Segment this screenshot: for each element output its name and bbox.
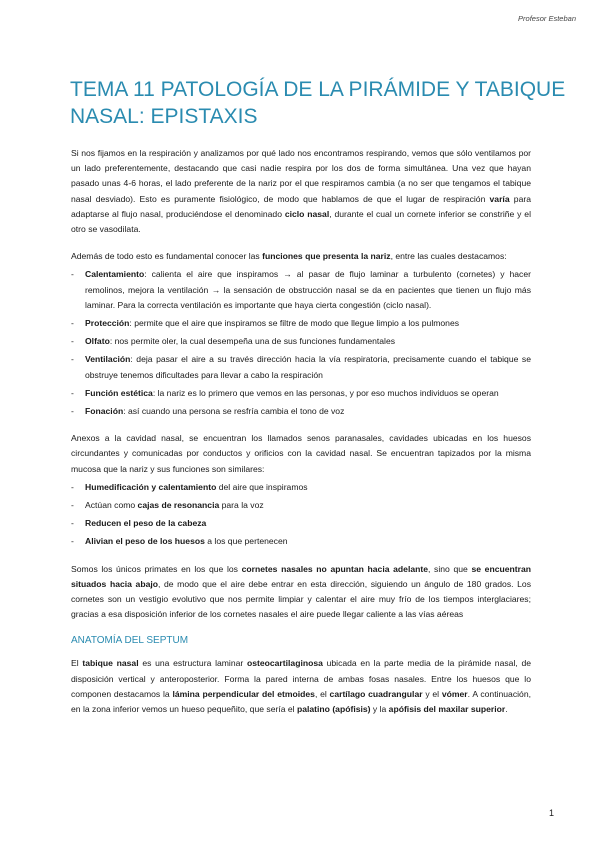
paragraph-turbinates [71,562,531,623]
list-item [71,480,531,495]
list-item [71,352,531,382]
page-number: 1 [548,808,554,818]
text: y el [422,688,442,699]
item-text: : nos permite oler, la cual desempeña una de sus funciones fundamentales [109,336,396,347]
list-item [71,534,531,549]
text: y la [370,704,389,715]
item-text: : permite que el aire que inspiramos se filtre de modo que llegue limpio a los pulmones [129,318,460,329]
text: , durante el cual un cornete inferior se constriñe y el otro se vasodilata. [71,208,531,235]
list-item [71,404,531,419]
list-item [71,498,531,513]
bold-text: ciclo nasal [284,208,330,219]
list-item [71,516,531,531]
text: Actúan como [85,500,138,511]
paragraph-functions-intro [71,249,531,264]
bold-text: varía [489,193,510,204]
bold-text: tabique nasal [82,658,139,669]
header-author: Profesor Esteban [518,14,576,23]
bold-text: apófisis del maxilar superior [388,704,506,715]
text: para la voz [219,500,264,511]
bold-text: cajas de resonancia [137,500,220,511]
text: Si nos fijamos en la respiración y analizamos por qué lado nos encontramos respirando, vemos que sólo ventilamos por un lado preferentemente, destacando que casi nadie respira por los dos de forma simultánea. Una vez que hayan pasado unas 4-6 horas, el lado preferente de la nariz por el que respiramos cambia (a no ser que tengamos el tabique nasal desviado). Esto es puramente fisiológico, de modo que hablamos de que el lugar de respiración [71,148,531,204]
section-title: ANATOMÍA DEL SEPTUM [71,635,189,647]
item-text: : la nariz es lo primero que vemos en las personas, y por eso muchos individuos se operan [152,387,499,398]
bold-text: palatino (apófisis) [296,704,371,715]
list-item [71,267,531,313]
text: , sino que [428,563,472,574]
item-label: Función estética [85,387,153,398]
item-label: Olfato [85,336,110,347]
bold-text: lámina perpendicular del etmoides [172,688,315,699]
list-item [71,316,531,331]
item-text: : calienta el aire que inspiramos → al pasar de flujo laminar a turbulento (cornetes) y hacer remolinos, mejora la ventilación → la sensación de obstrucción nasal se da en pacientes que tienen un flujo más laminar. Para la correcta ventilación es importante que haya cierta congestión (ciclo nasal). [85,269,531,310]
paragraph-septum [71,656,531,717]
bold-text: vómer [441,688,468,699]
text: . A continuación, en la zona inferior vemos un hueso pequeñito, que sería el [71,688,531,715]
text: , entre las cuales destacamos: [390,251,507,262]
bold-text: Humedificación y calentamiento [85,481,217,492]
text: . [505,704,508,715]
bold-text: cornetes nasales no apuntan hacia adelante [241,563,429,574]
functions-list [71,267,531,419]
list-item [71,334,531,349]
text: Además de todo esto es fundamental conocer las [71,251,263,262]
text: , el [314,688,330,699]
item-label: Calentamiento [85,269,145,280]
item-label: Protección [85,318,130,329]
list-item [71,386,531,401]
text: a los que pertenecen [204,536,288,547]
sinus-functions-list [71,480,531,550]
text: El [71,658,83,669]
bold-text: cartílago cuadrangular [329,688,423,699]
item-label: Ventilación [85,354,131,365]
text: del aire que inspiramos [216,481,308,492]
item-text: : deja pasar el aire a su través dirección hacia la vía respiratoria, precisamente cuando el tabique se obstruye tenemos dificultades para llevar a cabo la respiración [85,354,531,380]
document-body [71,146,531,729]
bold-text: Reducen el peso de la cabeza [85,518,207,529]
bold-text: funciones que presenta la nariz [262,251,391,262]
item-text: : así cuando una persona se resfría cambia el tono de voz [123,406,345,417]
bold-text: osteocartilaginosa [246,658,323,669]
text: Somos los únicos primates en los que los [71,563,242,574]
text: ubicada en la parte media de la pirámide nasal, de disposición vertical y anteroposterior. Forma la pared interna de ambas fosas nasales. Entre los huesos que lo componen destacamos la [71,658,532,699]
paragraph-nasal-cycle [71,146,531,237]
paragraph-sinuses: Anexos a la cavidad nasal, se encuentran los llamados senos paranasales, cavidades ubicadas en los huesos circundantes y comunicadas por conductos y orificios con la cavidad nasal. Se encuentran tapizados por la misma mucosa que la nariz y sus funciones son similares: [71,433,531,474]
item-label: Fonación [85,406,124,417]
text: , de modo que el aire debe entrar en esta dirección, siguiendo un ángulo de 180 grados. Los cornetes son un vestigio evolutivo que nos permite limpiar y calentar el aire muy frío de los tiempos interglaciares; gracias a esa disposición inferior de los cornetes nasales el aire puede llegar caliente a las vías aéreas [71,578,531,620]
bold-text: Alivian el peso de los huesos [85,536,205,547]
text: para adaptarse al flujo nasal, produciéndose el denominado [71,193,531,219]
bold-text: se encuentran situados hacia abajo [71,563,532,589]
page-title: TEMA 11 PATOLOGÍA DE LA PIRÁMIDE Y TABIQUE NASAL: EPISTAXIS [70,78,566,128]
text: es una estructura laminar [138,658,247,669]
